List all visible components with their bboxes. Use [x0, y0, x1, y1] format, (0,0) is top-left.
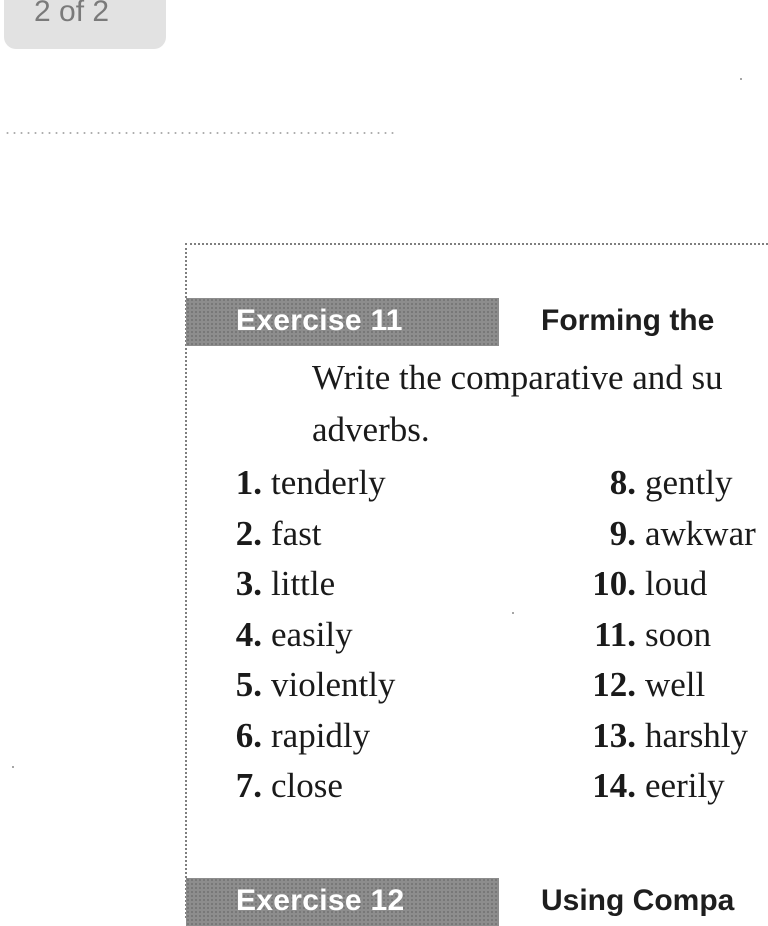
item-word: easily [271, 614, 353, 654]
scan-artifact-dots [4, 132, 394, 134]
list-item [218, 509, 395, 560]
list-item [218, 660, 395, 711]
exercise-12-label: Exercise 12 [236, 884, 405, 917]
exercise-12-title: Using Compa [541, 884, 735, 917]
exercise-11-list-left [218, 458, 395, 812]
item-number: 6. [235, 715, 262, 755]
list-item [218, 559, 395, 610]
item-number: 1. [235, 463, 262, 502]
exercise-frame-top-border [185, 243, 768, 245]
item-number: 13. [592, 715, 636, 755]
item-number: 9. [609, 513, 636, 553]
item-number: 8. [609, 463, 636, 502]
item-number: 11. [594, 614, 636, 654]
item-word: well [645, 665, 706, 704]
list-item [218, 458, 395, 509]
item-number: 4. [235, 614, 262, 654]
list-item [568, 711, 756, 762]
item-word: eerily [645, 766, 725, 805]
item-number: 3. [235, 564, 262, 603]
exercise-11-instruction: Write the comparative and su adverbs. [312, 358, 723, 449]
list-item [568, 660, 756, 711]
scan-speck [512, 612, 514, 614]
item-word: rapidly [271, 715, 371, 755]
item-number: 5. [235, 665, 262, 704]
list-item [568, 458, 756, 509]
item-word: loud [645, 564, 708, 603]
exercise-11-list-right [568, 458, 756, 812]
list-item [218, 761, 395, 812]
list-item [568, 761, 756, 812]
item-word: violently [271, 665, 396, 704]
item-number: 7. [235, 766, 262, 805]
item-word: tenderly [271, 463, 386, 502]
item-word: soon [645, 614, 712, 654]
item-word: harshly [645, 715, 749, 755]
item-number: 2. [235, 513, 262, 553]
item-word: little [271, 564, 336, 603]
item-number: 14. [592, 766, 636, 805]
item-number: 10. [592, 564, 636, 603]
list-item [568, 509, 756, 560]
item-number: 12. [592, 665, 636, 704]
page-indicator[interactable]: 2 of 2 [4, 0, 166, 49]
list-item [218, 711, 395, 762]
list-item [568, 559, 756, 610]
list-item [568, 610, 756, 661]
exercise-12-header-bar [186, 878, 499, 926]
list-item [218, 610, 395, 661]
item-word: awkwar [645, 513, 756, 553]
scan-speck [12, 766, 14, 768]
item-word: close [271, 766, 343, 805]
item-word: gently [645, 463, 733, 502]
scan-speck [740, 78, 742, 80]
exercise-11-title: Forming the [541, 304, 715, 337]
item-word: fast [271, 513, 322, 553]
exercise-11-header-bar [186, 298, 499, 346]
exercise-11-label: Exercise 11 [236, 304, 403, 337]
